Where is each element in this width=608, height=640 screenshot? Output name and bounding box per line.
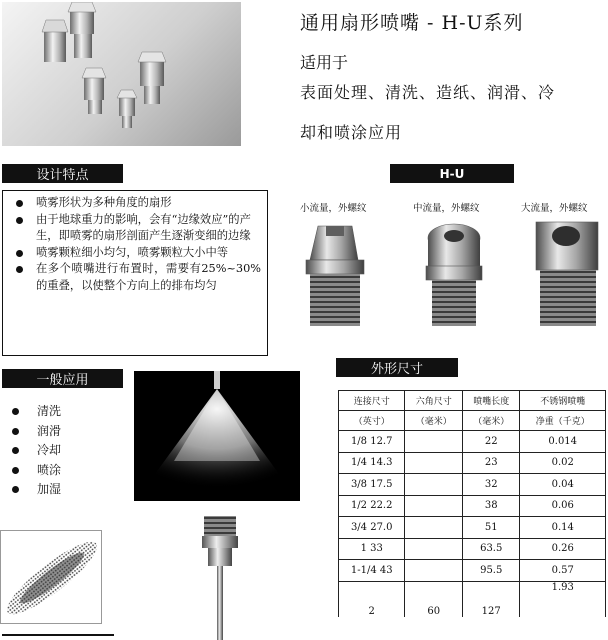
design-features-box bbox=[2, 190, 268, 356]
table-row bbox=[339, 495, 606, 517]
table-cell: 0.57 bbox=[520, 560, 606, 582]
bullet-icon bbox=[12, 408, 19, 415]
general-applications-list bbox=[10, 402, 61, 500]
bullet-icon bbox=[16, 250, 23, 257]
table-cell: 0.14 bbox=[520, 517, 606, 539]
general-applications-heading: 一般应用 bbox=[2, 369, 123, 388]
table-cell: 1 33 bbox=[339, 538, 405, 560]
list-item: 冷却 bbox=[10, 441, 61, 461]
applications-line-1: 表面处理、清洗、造纸、润滑、冷 bbox=[300, 83, 556, 102]
table-cell: 22 bbox=[462, 431, 520, 453]
applications-line-2: 却和喷涂应用 bbox=[300, 123, 403, 142]
feature-item: 喷雾颗粒细小均匀，喷雾颗粒大小中等 bbox=[9, 245, 261, 262]
table-header-row bbox=[339, 391, 606, 411]
table-cell: 1.93 bbox=[520, 581, 606, 617]
header-cell: 净重（千克） bbox=[520, 411, 606, 431]
dimensions-heading: 外形尺寸 bbox=[336, 358, 458, 377]
design-features-heading: 设计特点 bbox=[2, 164, 123, 183]
small-flow-nozzle bbox=[306, 226, 364, 326]
table-cell: 3/8 17.5 bbox=[339, 474, 405, 496]
spray-pattern-illustration bbox=[1, 531, 102, 624]
table-cell bbox=[405, 517, 463, 539]
list-item: 润滑 bbox=[10, 422, 61, 442]
table-cell: 63.5 bbox=[462, 538, 520, 560]
bullet-icon bbox=[16, 217, 23, 224]
table-cell: 127 bbox=[462, 581, 520, 617]
table-row bbox=[339, 452, 606, 474]
bullet-icon bbox=[12, 428, 19, 435]
product-series-heading: H-U bbox=[390, 164, 514, 183]
table-row bbox=[339, 517, 606, 539]
table-cell: 38 bbox=[462, 495, 520, 517]
header-cell: （英寸） bbox=[339, 411, 405, 431]
table-cell: 1/2 22.2 bbox=[339, 495, 405, 517]
caption-small-flow: 小流量，外螺纹 bbox=[300, 203, 367, 214]
table-cell: 2 bbox=[339, 581, 405, 617]
table-row bbox=[339, 560, 606, 582]
table-cell bbox=[405, 560, 463, 582]
bullet-icon bbox=[12, 486, 19, 493]
large-flow-nozzle bbox=[536, 222, 598, 326]
applies-label: 适用于 bbox=[300, 53, 349, 72]
table-row bbox=[339, 474, 606, 496]
header-cell: （毫米） bbox=[405, 411, 463, 431]
table-row bbox=[339, 581, 606, 617]
table-cell: 0.014 bbox=[520, 431, 606, 453]
table-cell: 0.26 bbox=[520, 538, 606, 560]
nozzle-products-illustration bbox=[296, 216, 608, 332]
table-cell: 0.06 bbox=[520, 495, 606, 517]
bullet-icon bbox=[12, 467, 19, 474]
table-cell: 1-1/4 43 bbox=[339, 560, 405, 582]
extension-nozzle-illustration bbox=[196, 512, 244, 640]
table-cell: 95.5 bbox=[462, 560, 520, 582]
nozzle-group-photo bbox=[2, 2, 241, 146]
table-cell: 23 bbox=[462, 452, 520, 474]
feature-item: 由于地球重力的影响，会有“边缘效应”的产生，即喷雾的扇形剖面产生逐渐变细的边缘 bbox=[9, 212, 261, 245]
table-cell: 0.02 bbox=[520, 452, 606, 474]
list-item: 加湿 bbox=[10, 480, 61, 500]
table-cell: 1/8 12.7 bbox=[339, 431, 405, 453]
feature-item: 在多个喷嘴进行布置时，需要有25%~30%的重叠，以使整个方向上的排布均匀 bbox=[9, 261, 261, 294]
table-cell bbox=[405, 538, 463, 560]
table-header-row bbox=[339, 411, 606, 431]
medium-flow-nozzle bbox=[426, 224, 482, 326]
table-cell: 0.04 bbox=[520, 474, 606, 496]
bullet-icon bbox=[12, 447, 19, 454]
bullet-icon bbox=[16, 266, 23, 273]
header-cell: 不锈钢喷嘴 bbox=[520, 391, 606, 411]
table-cell bbox=[405, 495, 463, 517]
table-cell bbox=[405, 431, 463, 453]
extension-nozzle-photo bbox=[196, 512, 244, 640]
bullet-icon bbox=[16, 200, 23, 207]
header-cell: 六角尺寸 bbox=[405, 391, 463, 411]
caption-large-flow: 大流量，外螺纹 bbox=[521, 203, 588, 214]
list-item: 清洗 bbox=[10, 402, 61, 422]
list-item: 喷涂 bbox=[10, 461, 61, 481]
table-cell: 32 bbox=[462, 474, 520, 496]
table-cell: 51 bbox=[462, 517, 520, 539]
header-cell: 喷嘴长度 bbox=[462, 391, 520, 411]
table-cell: 3/4 27.0 bbox=[339, 517, 405, 539]
header-cell: （毫米） bbox=[462, 411, 520, 431]
table-cell bbox=[405, 474, 463, 496]
table-row bbox=[339, 431, 606, 453]
spray-photo bbox=[134, 371, 300, 501]
spray-illustration bbox=[134, 371, 300, 501]
table-cell: 1/4 14.3 bbox=[339, 452, 405, 474]
spray-pattern-thumbnail bbox=[0, 530, 102, 624]
feature-item: 喷雾形状为多种角度的扇形 bbox=[9, 195, 261, 212]
bottom-rule bbox=[2, 634, 114, 636]
nozzle-group-illustration bbox=[2, 2, 241, 146]
page-title: 通用扇形喷嘴 - H-U系列 bbox=[300, 12, 524, 34]
dimensions-table bbox=[338, 390, 606, 617]
table-row bbox=[339, 538, 606, 560]
table-cell bbox=[405, 452, 463, 474]
table-cell: 60 bbox=[405, 581, 463, 617]
caption-medium-flow: 中流量，外螺纹 bbox=[413, 203, 480, 214]
header-cell: 连接尺寸 bbox=[339, 391, 405, 411]
